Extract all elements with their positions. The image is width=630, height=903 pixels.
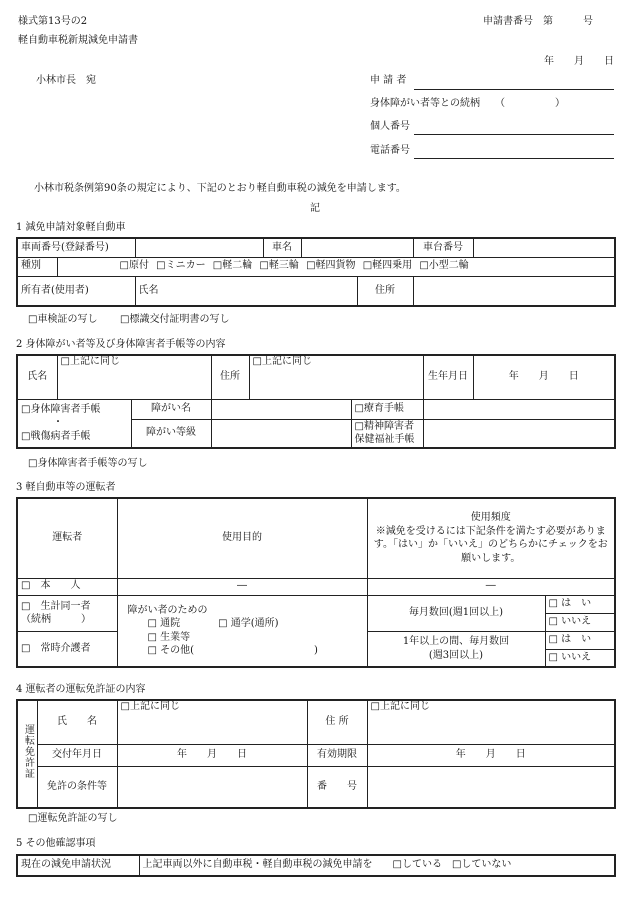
personal-number-label: 個人番号 [370,121,410,132]
valid-until-label: 有効期限 [307,744,367,766]
ryoiku-check[interactable]: □療育手帳 [351,399,423,419]
phone-field[interactable] [414,158,614,159]
other-table [16,854,616,877]
application-status-label: 現在の減免申請状況 [17,855,139,876]
war-handbook-check[interactable]: □戦傷病者手帳 [21,430,91,442]
mental-handbook-check[interactable] [351,419,423,448]
owner-address-label: 住所 [357,276,413,306]
license-name-field[interactable] [117,700,307,744]
vehicle-doc-check-1[interactable]: □車検証の写し [28,314,98,325]
issue-date-label: 交付年月日 [37,744,117,766]
purpose-clinic-check[interactable]: □ 通院 [147,618,181,630]
section1-title: 1 減免申請対象軽自動車 [16,222,126,233]
type-option[interactable]: □小型二輪 [419,260,469,272]
license-number-label: 番 号 [307,766,367,808]
relation-label: 身体障がい者等との続柄 （ ） [370,98,565,109]
disability-name-label: 障がい名 [131,399,211,419]
license-side-label [17,700,37,808]
purpose-options [117,595,367,667]
condition1-yes[interactable]: □ は い [545,595,615,613]
owner-name-label: 氏名 [138,284,159,296]
type-option[interactable]: □軽四貨物 [306,260,356,272]
disability-table [16,354,616,449]
same-as-above-check[interactable]: □上記に同じ [60,356,120,367]
license-conditions-field[interactable] [117,766,307,808]
same-as-above-check[interactable]: □上記に同じ [120,701,180,712]
purpose-heading: 障がい者のための [127,604,208,616]
ryoiku-field[interactable] [423,399,615,419]
application-status-options[interactable]: 上記車両以外に自動車税・軽自動車税の減免申請を □している □していない [139,855,615,876]
same-as-above-check[interactable]: □上記に同じ [370,701,430,712]
caregiver-check[interactable]: □ 常時介護者 [17,631,117,667]
license-conditions-label: 免許の条件等 [37,766,117,808]
addressee: 小林市長 宛 [36,75,96,86]
license-number-field[interactable] [367,766,615,808]
person-name-field[interactable] [57,355,211,399]
vehicle-type-options [57,257,615,276]
type-option[interactable]: □軽三輪 [259,260,299,272]
disability-grade-field[interactable] [211,419,351,448]
section3-title: 3 軽自動車等の運転者 [16,482,116,493]
form-title: 軽自動車税新規減免申請書 [18,35,138,46]
applicant-label: 申 請 者 [370,75,407,86]
ki-label: 記 [310,203,320,214]
type-option[interactable]: □軽二輪 [212,260,253,272]
application-number-label: 申請書番号 第 号 [483,16,593,27]
physical-handbook-check[interactable]: □身体障害者手帳 [21,403,101,415]
chassis-number-field[interactable] [473,238,615,257]
purpose-school-check[interactable]: □ 通学(通所) [218,618,279,630]
purpose-other-check[interactable]: □ その他( ) [147,645,318,657]
driver-table [16,497,616,668]
frequency-title: 使用頻度 [470,512,511,524]
purpose-dash: ― [117,578,367,595]
disability-grade-label: 障がい等級 [131,419,211,448]
frequency-header [367,498,615,578]
same-as-above-check[interactable]: □上記に同じ [252,356,312,367]
license-copy-check[interactable]: □運転免許証の写し [28,813,118,824]
purpose-header: 使用目的 [117,498,367,578]
phone-label: 電話番号 [370,145,410,156]
vehicle-table [16,237,616,307]
handbook-copy-check[interactable]: □身体障害者手帳等の写し [28,458,148,469]
condition2-no[interactable]: □ いいえ [545,649,615,667]
frequency-dash: ― [367,578,615,595]
mental-handbook-field[interactable] [423,419,615,448]
condition1-no[interactable]: □ いいえ [545,613,615,631]
license-name-label: 氏 名 [37,700,117,744]
car-name-field[interactable] [301,238,413,257]
license-address-field[interactable] [367,700,615,744]
vehicle-doc-check-2[interactable]: □標識交付証明書の写し [120,314,230,325]
household-line1: □ 生計同一者 [21,600,91,612]
valid-until-field[interactable]: 年 月 日 [367,744,615,766]
household-line2: （続柄 ） [21,614,91,625]
condition-long-term [367,631,545,667]
section5-title: 5 その他確認事項 [16,838,96,849]
frequency-note: ※減免を受けるには下記条件を満たす必要があります。「はい」か「いいえ」のどちらかにチェックをお願いします。 [373,525,608,564]
type-option[interactable]: □ミニカー [156,260,206,272]
person-address-label: 住所 [211,355,249,399]
registration-number-field[interactable] [135,238,263,257]
birth-date-label: 生年月日 [423,355,473,399]
form-number: 様式第13号の2 [18,16,88,27]
birth-date-field[interactable]: 年 月 日 [473,355,615,399]
chassis-number-label: 車台番号 [413,238,473,257]
section2-title: 2 身体障がい者等及び身体障害者手帳等の内容 [16,339,226,350]
type-option[interactable]: □原付 [119,260,149,272]
condition-long-term-line2: (週3回以上) [428,649,484,661]
applicant-field[interactable] [414,89,614,90]
household-check[interactable] [17,595,117,631]
application-date-label: 年 月 日 [544,56,614,67]
license-side-text: 運転免許証 [22,724,34,780]
owner-address-field[interactable] [413,276,615,306]
section4-title: 4 運転者の運転免許証の内容 [16,684,146,695]
purpose-work-check[interactable]: □ 生業等 [147,631,191,643]
condition2-yes[interactable]: □ は い [545,631,615,649]
disability-name-field[interactable] [211,399,351,419]
condition-long-term-line1: 1年以上の間、毎月数回 [402,636,510,648]
personal-number-field[interactable] [414,134,614,135]
issue-date-field[interactable]: 年 月 日 [117,744,307,766]
person-name-label: 氏名 [17,355,57,399]
intro-text: 小林市税条例第90条の規定により、下記のとおり軽自動車税の減免を申請します。 [34,183,406,194]
separator-dot: ・ [53,417,63,429]
registration-number-label: 車両番号(登録番号) [17,238,135,257]
driver-self-check[interactable]: □ 本 人 [17,578,117,595]
vehicle-type-label: 種別 [17,257,57,276]
driver-header: 運転者 [17,498,117,578]
handbook-type-cell [17,399,131,448]
owner-label: 所有者(使用者) [17,276,135,306]
license-table [16,699,616,809]
car-name-label: 車名 [263,238,301,257]
type-option[interactable]: □軽四乗用 [362,260,413,272]
person-address-field[interactable] [249,355,423,399]
mental-handbook-line1: □精神障害者 [354,420,414,432]
mental-handbook-line2: 保健福祉手帳 [354,434,415,445]
license-address-label: 住 所 [307,700,367,744]
condition-weekly: 毎月数回(週1回以上) [367,595,545,631]
owner-name-cell[interactable] [135,276,357,306]
